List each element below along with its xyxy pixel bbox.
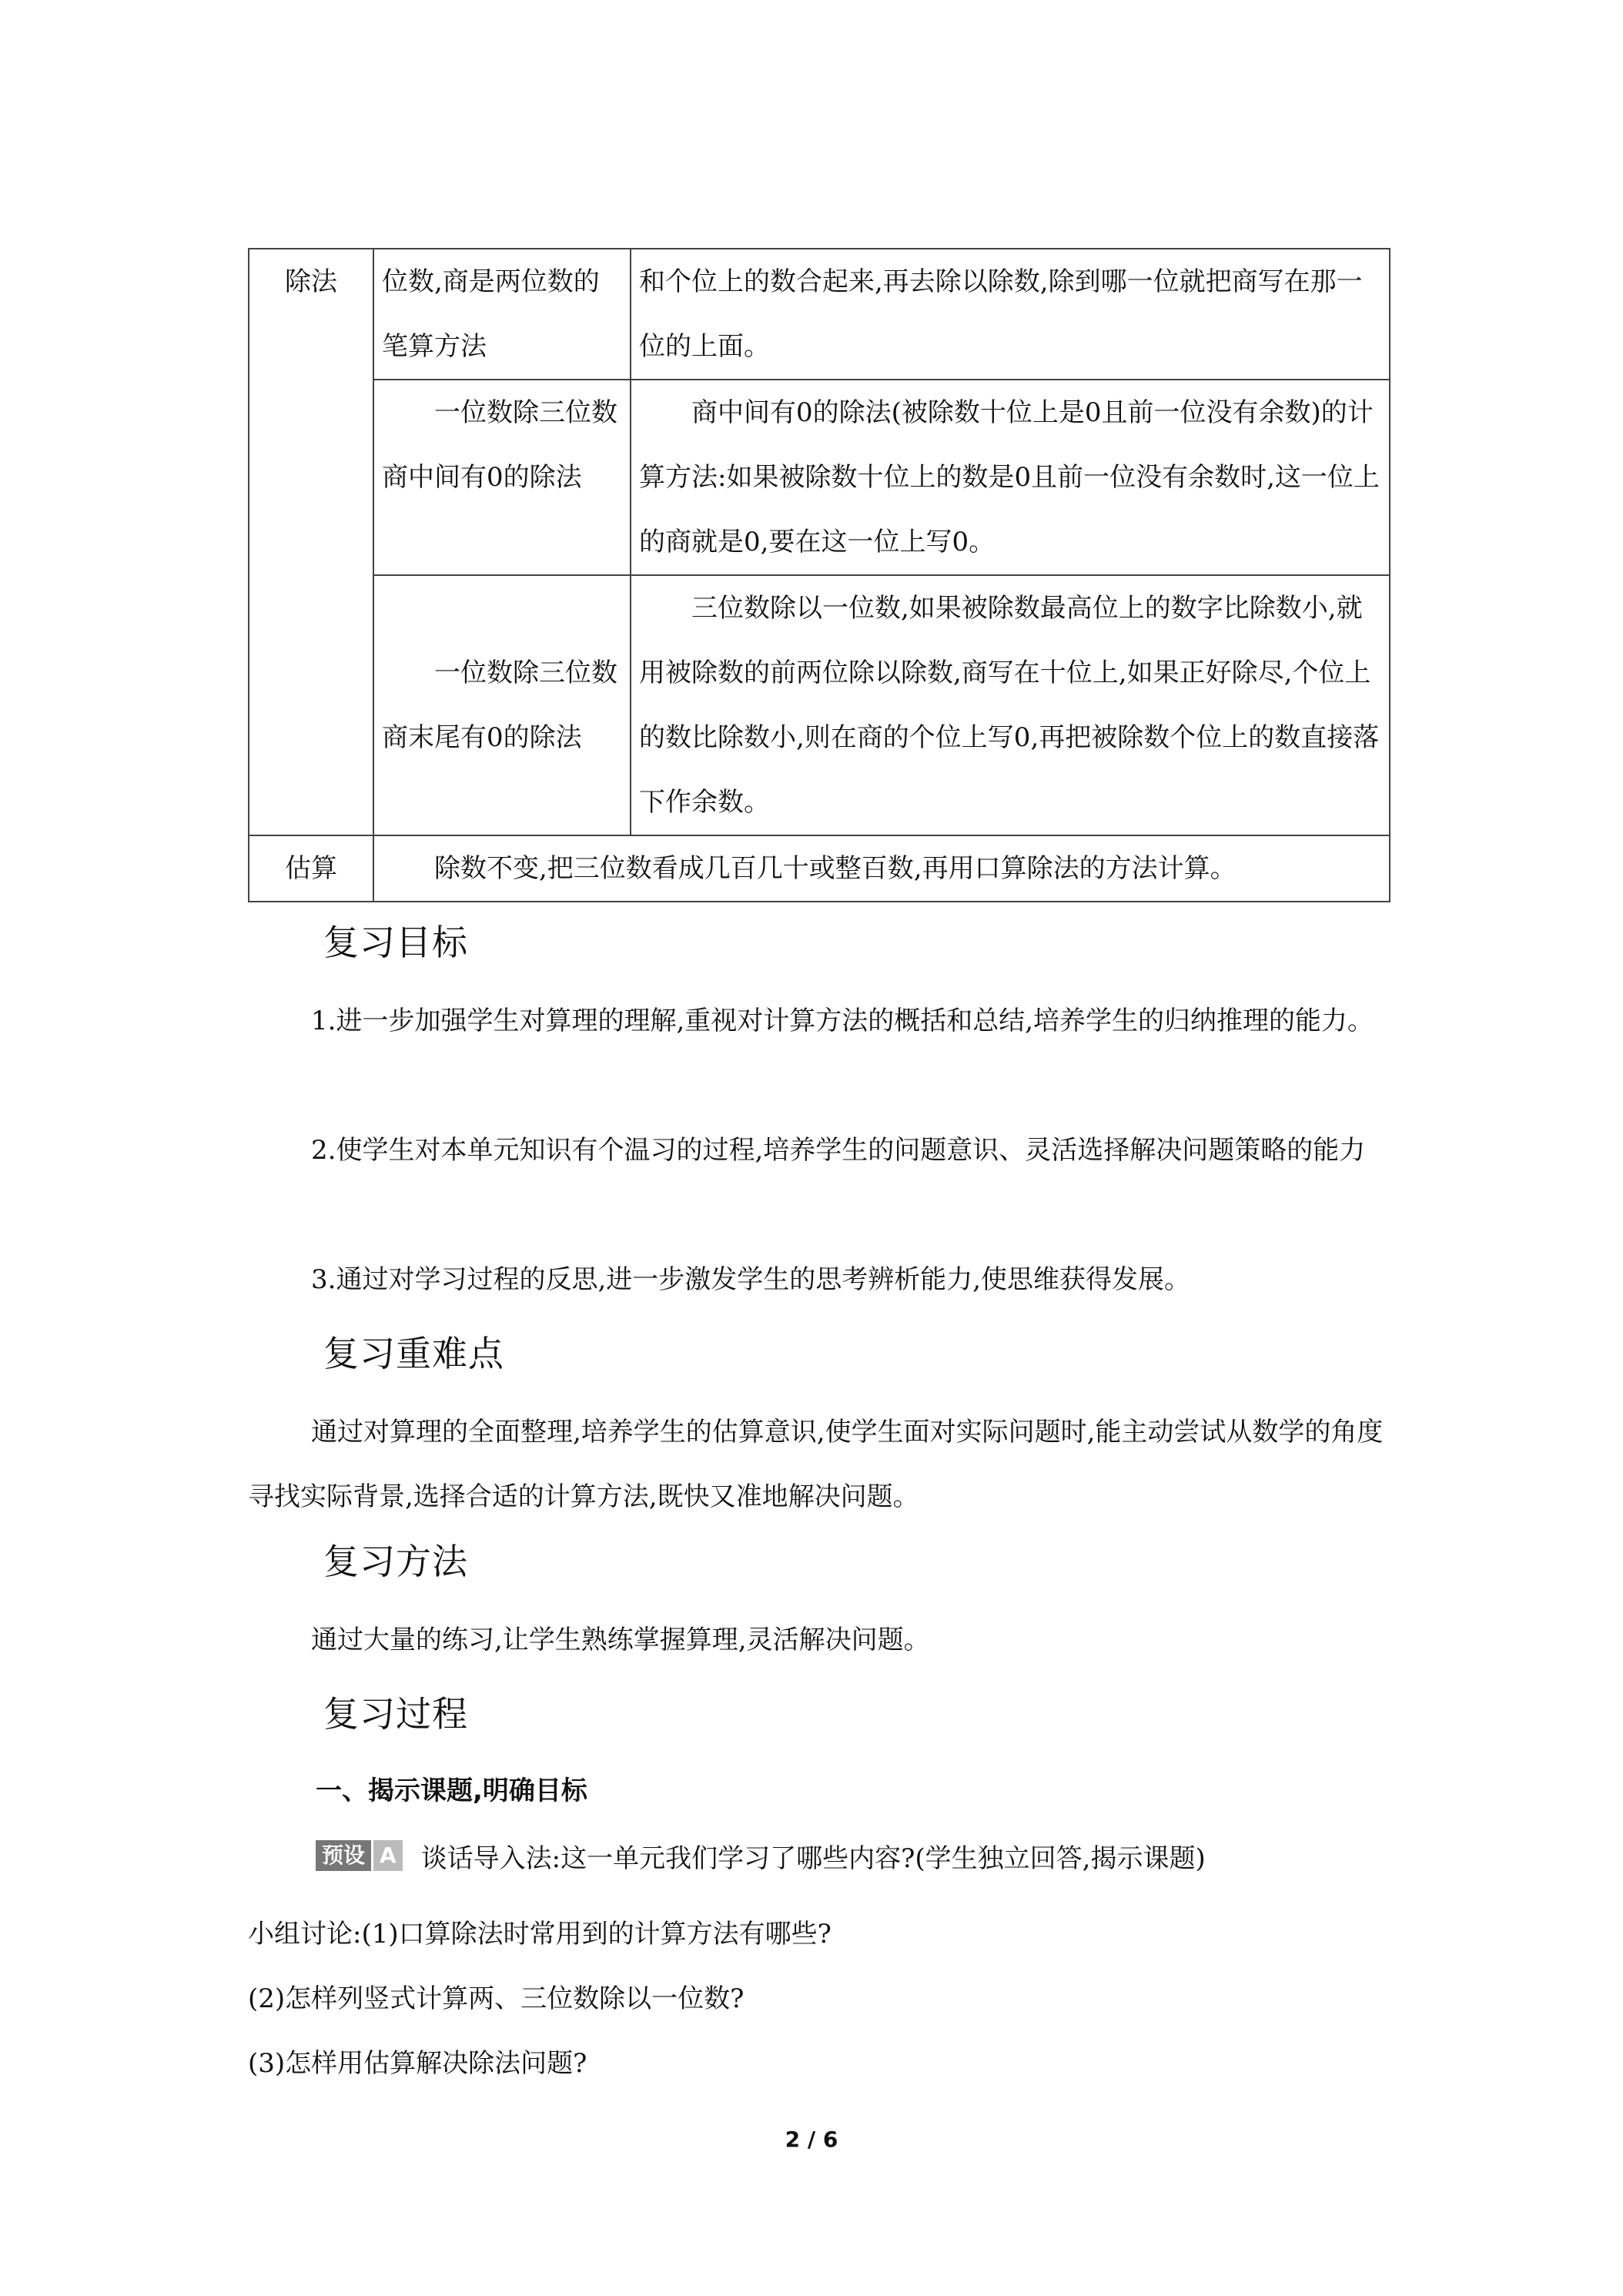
review-table [248,248,1390,902]
table-cell-desc: 三位数除以一位数,如果被除数最高位上的数字比除数小,就用被除数的前两位除以除数,商写在十位上,如果正好除尽,个位上的数比除数小,则在商的个位上写0,再把被除数个位上的数直接落下作余数。 [631,575,1390,835]
goal-text: 3.通过对学习过程的反思,进一步激发学生的思考辨析能力,使思维获得发展。 [311,1264,1191,1295]
section-title-goals: 复习目标 [323,922,468,963]
preset-badge-label: 预设 [316,1840,371,1871]
table-row [249,835,1390,902]
table-cell-desc: 和个位上的数合起来,再去除以除数,除到哪一位就把商写在那一位的上面。 [631,249,1390,380]
page-number: 2 / 6 [785,2127,838,2152]
preset-badge [316,1840,403,1871]
section-title-key-points: 复习重难点 [323,1333,504,1374]
table-cell-item: 一位数除三位数商中间有0的除法 [373,380,631,575]
preset-text: 谈话导入法:这一单元我们学习了哪些内容?(学生独立回答,揭示课题) [420,1842,1206,1874]
section-title-methods: 复习方法 [323,1541,468,1582]
discussion-item: 小组讨论:(1)口算除法时常用到的计算方法有哪些? [248,1919,832,1950]
table-row [249,249,1390,380]
preset-badge-letter: A [373,1840,403,1871]
table-cell-item: 一位数除三位数商末尾有0的除法 [373,575,631,835]
paragraph-text: 通过对算理的全面整理,培养学生的估算意识,使学生面对实际问题时,能主动尝试从数学的角度寻找实际背景,选择合适的计算方法,既快又准地解决问题。 [248,1417,1384,1512]
table-cell-desc: 除数不变,把三位数看成几百几十或整百数,再用口算除法的方法计算。 [373,835,1390,902]
table-cell-category: 估算 [249,835,373,902]
key-points-text [248,1400,1389,1529]
paragraph-text: 通过大量的练习,让学生熟练掌握算理,灵活解决问题。 [311,1625,930,1655]
table-cell-category: 除法 [249,249,373,835]
discussion-item: (3)怎样用估算解决除法问题? [248,2048,587,2079]
methods-text [248,1608,1389,1672]
discussion-item: (2)怎样列竖式计算两、三位数除以一位数? [248,1983,745,2014]
preset-a-row [316,1832,1206,1879]
goal-text: 1.进一步加强学生对算理的理解,重视对计算方法的概括和总结,培养学生的归纳推理的能力。 [311,1006,1374,1036]
goal-item [248,1247,1389,1312]
goal-item [248,989,1389,1053]
goal-text: 2.使学生对本单元知识有个温习的过程,培养学生的问题意识、灵活选择解决问题策略的能力 [311,1135,1366,1166]
table-row [249,380,1390,575]
table-cell-desc: 商中间有0的除法(被除数十位上是0且前一位没有余数)的计算方法:如果被除数十位上的数是0且前一位没有余数时,这一位上的商就是0,要在这一位上写0。 [631,380,1390,575]
step-heading: 一、揭示课题,明确目标 [316,1776,587,1806]
goal-item [248,1118,1389,1183]
table-cell-item: 位数,商是两位数的笔算方法 [373,249,631,380]
section-title-process: 复习过程 [323,1693,468,1735]
table-row [249,575,1390,835]
